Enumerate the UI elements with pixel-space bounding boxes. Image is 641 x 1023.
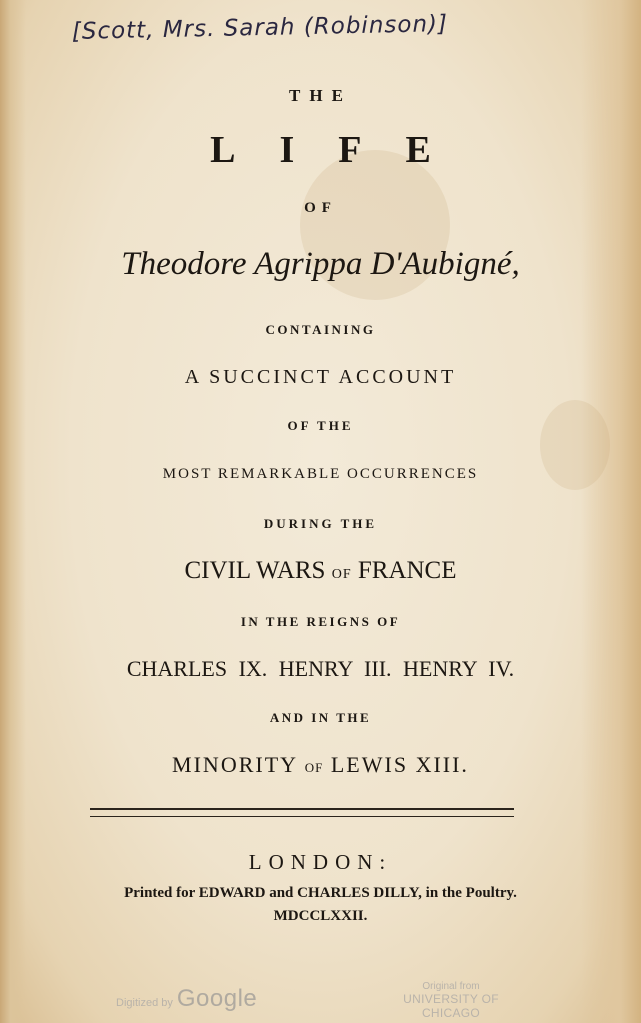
imprint-printer: Printed for EDWARD and CHARLES DILLY, in the Poultry.	[124, 885, 517, 901]
double-rule-top	[90, 808, 514, 810]
civil-wars: CIVIL WARS	[184, 557, 326, 584]
remarkable-occurrences: MOST REMARKABLE OCCURRENCES	[162, 466, 479, 482]
lewis: LEWIS XIII.	[330, 752, 469, 777]
civil-wars-line	[0, 557, 641, 585]
containing: CONTAINING	[265, 322, 376, 337]
digitized-by-label: Digitized by	[116, 997, 173, 1009]
and-in-the: AND IN THE	[269, 710, 372, 725]
google-logo: Google	[176, 985, 258, 1012]
institution-name: UNIVERSITY OF CHICAGO	[403, 992, 499, 1020]
kings-line: CHARLES IX. HENRY III. HENRY IV.	[126, 656, 515, 681]
original-from-label: Original from	[422, 981, 480, 992]
subject-name: Theodore Agrippa D'Aubigné,	[121, 246, 520, 282]
of-small: OF	[331, 567, 352, 582]
digitized-by-watermark	[116, 985, 257, 1013]
title-the: THE	[289, 86, 352, 105]
of-small-2: OF	[304, 760, 324, 775]
title-of: OF	[304, 200, 337, 216]
original-from-watermark	[376, 981, 526, 1020]
in-the-reigns: IN THE REIGNS OF	[240, 614, 401, 629]
minority-line	[0, 752, 641, 778]
france: FRANCE	[357, 557, 457, 584]
imprint-city: LONDON:	[248, 850, 393, 874]
succinct-account: A SUCCINCT ACCOUNT	[184, 366, 457, 388]
of-the: OF THE	[287, 418, 354, 433]
title-life: LIFE	[210, 129, 475, 171]
double-rule-bottom	[90, 816, 514, 817]
minority: MINORITY	[172, 752, 298, 777]
imprint-year: MDCCLXXII.	[273, 908, 368, 924]
during-the: DURING THE	[263, 516, 378, 531]
handwritten-annotation: [Scott, Mrs. Sarah (Robinson)]	[71, 11, 449, 45]
